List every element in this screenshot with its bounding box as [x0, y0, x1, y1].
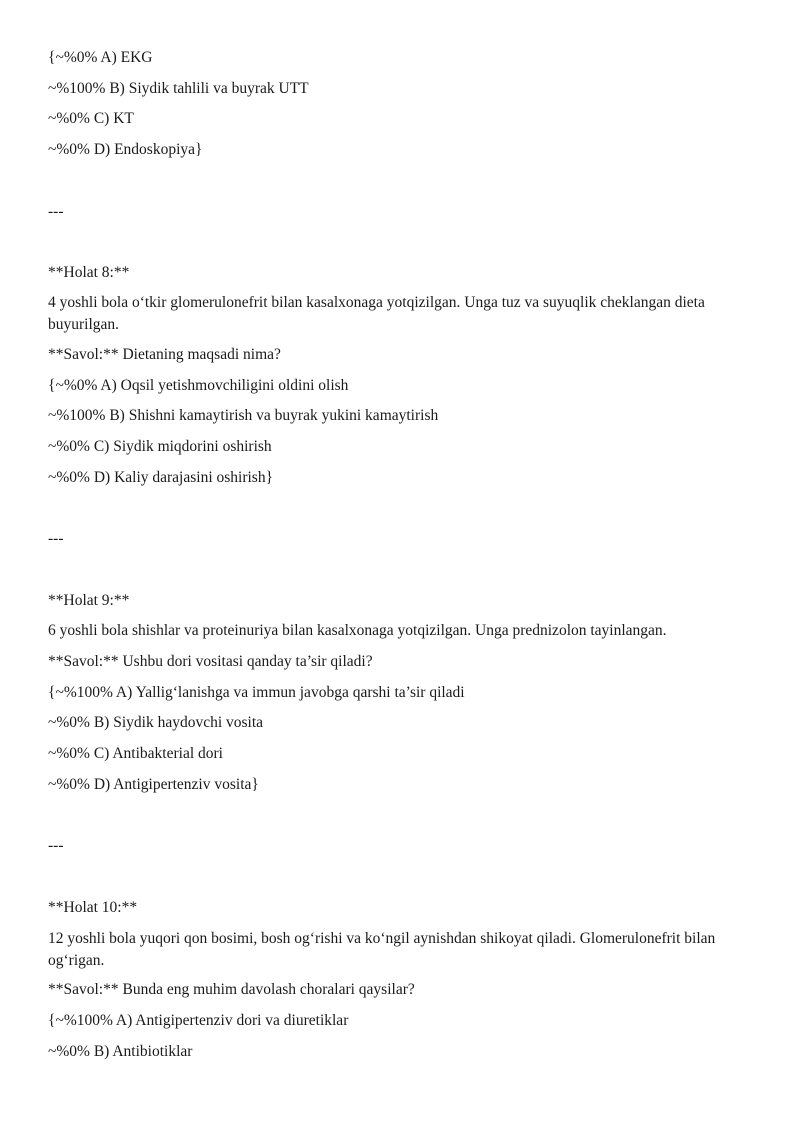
option-d: ~%0% D) Kaliy darajasini oshirish}: [48, 469, 274, 486]
separator: ---: [48, 203, 64, 220]
option-a: {~%100% A) Antigipertenziv dori va diuretiklar: [48, 1012, 349, 1029]
case-text: 4 yoshli bola o‘tkir glomerulonefrit bilan kasalxonaga yotqizilgan. Unga tuz va suyuqlik cheklangan dieta buyurilgan.: [48, 294, 705, 333]
option-d: ~%0% D) Antigipertenziv vosita}: [48, 776, 259, 793]
option-d: ~%0% D) Endoskopiya}: [48, 141, 203, 158]
separator: ---: [48, 530, 64, 547]
option-c: ~%0% C) Antibakterial dori: [48, 745, 223, 762]
option-c: ~%0% C) KT: [48, 110, 134, 127]
case-question: **Savol:** Dietaning maqsadi nima?: [48, 346, 281, 363]
option-b: ~%100% B) Siydik tahlili va buyrak UTT: [48, 80, 309, 97]
option-b: ~%0% B) Siydik haydovchi vosita: [48, 714, 264, 731]
case-text: 6 yoshli bola shishlar va proteinuriya bilan kasalxonaga yotqizilgan. Unga prednizolon tayinlangan.: [48, 622, 667, 639]
option-a: {~%100% A) Yallig‘lanishga va immun javobga qarshi ta’sir qiladi: [48, 684, 465, 701]
option-a: {~%0% A) Oqsil yetishmovchiligini oldini olish: [48, 377, 349, 394]
case-heading: **Holat 10:**: [48, 899, 138, 916]
option-b: ~%100% B) Shishni kamaytirish va buyrak yukini kamaytirish: [48, 407, 439, 424]
case-heading: **Holat 8:**: [48, 264, 130, 281]
case-question: **Savol:** Bunda eng muhim davolash choralari qaysilar?: [48, 981, 415, 998]
case-question: **Savol:** Ushbu dori vositasi qanday ta’sir qiladi?: [48, 653, 373, 670]
option-a: {~%0% A) EKG: [48, 49, 153, 66]
option-c: ~%0% C) Siydik miqdorini oshirish: [48, 438, 272, 455]
case-text: 12 yoshli bola yuqori qon bosimi, bosh og‘rishi va ko‘ngil aynishdan shikoyat qiladi. Glomerulonefrit bilan og‘rigan.: [48, 930, 716, 969]
separator: ---: [48, 837, 64, 854]
option-b: ~%0% B) Antibiotiklar: [48, 1043, 193, 1060]
case-heading: **Holat 9:**: [48, 592, 130, 609]
